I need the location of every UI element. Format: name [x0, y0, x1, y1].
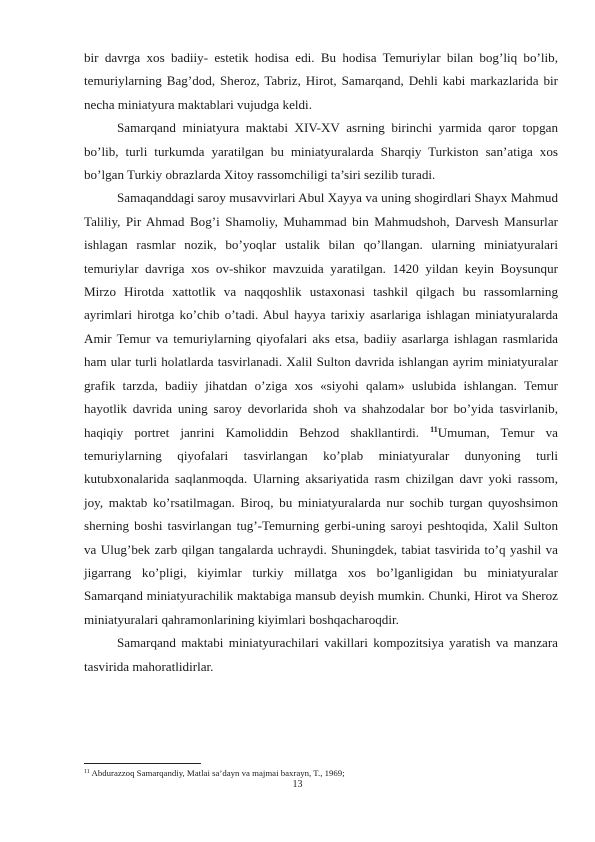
footnote-text: Abdurazzoq Samarqandiy, Matlai sa’dayn va majmai baxrayn, T., 1969;	[89, 768, 345, 778]
paragraph-court-painters-part1: Samaqanddagi saroy musavvirlari Abul Xayya va uning shogirdlari Shayx Mahmud Taliliy, Pir Ahmad Bog’i Shamoliy, Muhammad bin Mahmudshoh, Darvesh Mansurlar ishlagan rasmlar nozik, bo’yoqlar ustalik bilan qo’llangan. ularning miniatyuralari temuriylar davriga xos ov-shikor mavzuida yaratilgan. 1420 yildan keyin Boysunqur Mirzo Hirotda xattotlik va naqqoshlik ustaxonasi tashkil qilgach bu rassomlarning ayrimlari hirotga ko’chib o’tadi. Abul hayya tarixiy asarlariga ishlagan miniatyuralarda Amir Temur va temuriylarning qiyofalari aks etsa, badiiy asarlarga ishlagan rasmlarida ham ular turli holatlarda tasvirlanadi. Xalil Sulton davrida ishlangan ayrim miniatyuralar grafik tarzda, badiiy jihatdan o’ziga xos «siyohi qalam» uslubida ishlangan. Temur hayotlik davrida uning saroy devorlarida shoh va shahzodalar bor bo’yida tasvirlanib, haqiqiy portret janrini Kamoliddin Behzod shakllantirdi.	[84, 190, 558, 440]
paragraph-court-painters-part2: Umuman, Temur va temuriylarning qiyofalari tasvirlangan ko’plab miniatyuralar dunyoning turli kutubxonalarida saqlanmoqda. Ularning aksariyatida rasm chizilgan davr yoki rassom, joy, maktab ko’rsatilmagan. Biroq, bu miniatyuralarda nur sochib turgan quyoshsimon sherning boshi tasvirlangan tug’-Temurning gerbi-uning saroyi peshtoqida, Xalil Sulton va Ulug’bek zarb qilgan tangalarda uchraydi. Shuningdek, tabiat tasvirida to’q yashil va jigarrang ko’pligi, kiyimlar turkiy millatga xos bo’lganligidan bu miniatyuralar Samarqand miniatyurachilik maktabiga mansub deyish mumkin. Chunki, Hirot va Sheroz miniatyuralari qahramonlarining kiyimlari boshqacharoqdir.	[84, 424, 558, 627]
paragraph-court-painters	[84, 186, 558, 631]
footnote-number: 11	[84, 769, 90, 775]
body-text	[84, 46, 558, 678]
paragraph-samarqand-school: Samarqand miniatyura maktabi XIV-XV asrning birinchi yarmida qaror topgan bo’lib, turli turkumda yaratilgan bu miniatyuralarda Sharqiy Turkiston san’atiga xos bo’lgan Turkiy obrazlarda Xitoy rassomchiligi ta’siri sezilib turadi.	[84, 120, 558, 183]
footnote	[84, 767, 558, 779]
paragraph-composition: Samarqand maktabi miniatyurachilari vakillari kompozitsiya yaratish va manzara tasvirida mahoratlidirlar.	[84, 635, 558, 674]
paragraph-continuation: bir davrga xos badiiy- estetik hodisa edi. Bu hodisa Temuriylar bilan bog’liq bo’lib, temuriylarning Bag’dod, Sheroz, Tabriz, Hirot, Samarqand, Dehli kabi markazlarida bir necha miniatyura maktablari vujudga keldi.	[84, 50, 558, 112]
page-number: 13	[292, 779, 303, 790]
footnote-reference[interactable]: 11	[430, 424, 438, 434]
footnote-divider	[84, 763, 201, 764]
